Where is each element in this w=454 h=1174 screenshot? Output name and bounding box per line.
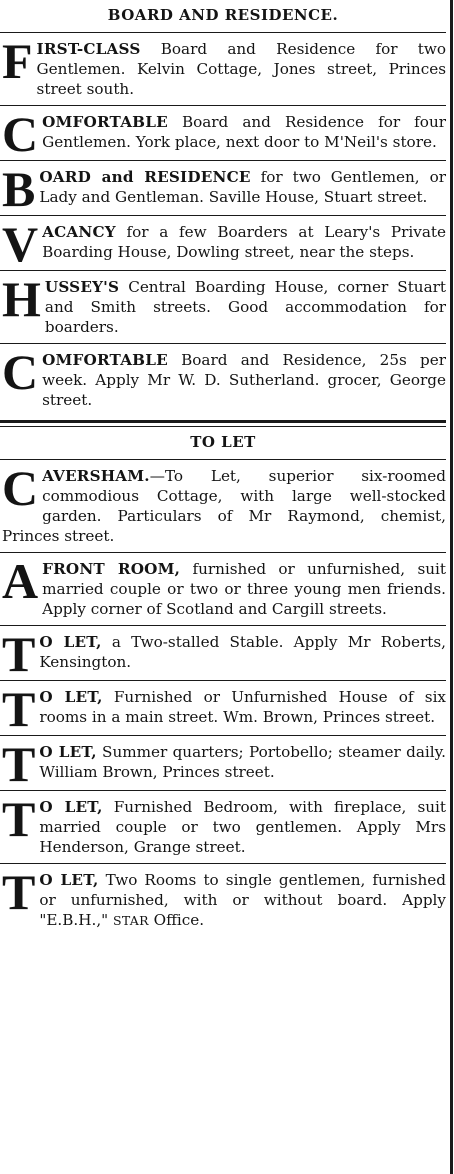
drop-cap: C bbox=[2, 106, 39, 161]
ad-lead: FRONT ROOM, bbox=[42, 560, 181, 578]
drop-cap: T bbox=[2, 681, 36, 736]
ad-body: Board and Residence for four Gentlemen. York place, next door to M'Neil's store. bbox=[42, 113, 446, 151]
ad-item bbox=[0, 553, 446, 626]
ad-item bbox=[0, 161, 446, 216]
section-heading-board: BOARD AND RESIDENCE. bbox=[107, 6, 339, 24]
ad-body: Board and Residence, 25s per week. Apply Mr W. D. Sutherland. grocer, George street. bbox=[42, 351, 446, 409]
ad-body: —To Let, superior six-roomed commodious Cottage, with large well-stocked garden. Particulars of Mr Raymond, chemist, Princes street. bbox=[2, 467, 446, 545]
ad-body: Summer quarters; Portobello; steamer daily. William Brown, Princes street. bbox=[39, 743, 446, 781]
ad-item bbox=[0, 736, 446, 791]
ad-lead: O LET, bbox=[39, 798, 103, 816]
drop-cap: T bbox=[2, 864, 36, 920]
drop-cap: H bbox=[2, 271, 41, 327]
ad-body: a Two-stalled Stable. Apply Mr Roberts, Kensington. bbox=[39, 633, 446, 671]
ad-lead: O LET, bbox=[39, 743, 97, 761]
ad-lead: O LET, bbox=[39, 633, 102, 651]
ad-body: Furnished Bedroom, with fireplace, suit married couple or two gentlemen. Apply Mrs Henderson, Grange street. bbox=[39, 798, 446, 856]
ad-item bbox=[0, 216, 446, 271]
ad-lead: OMFORTABLE bbox=[42, 113, 168, 131]
drop-cap: A bbox=[2, 553, 39, 609]
ad-body: for a few Boarders at Leary's Private Boarding House, Dowling street, near the steps. bbox=[42, 223, 446, 261]
ad-item bbox=[0, 681, 446, 736]
ad-body: furnished or unfurnished, suit married couple or two or three young men friends. Apply corner of Scotland and Cargill streets. bbox=[42, 560, 446, 618]
ad-lead: USSEY'S bbox=[44, 278, 120, 296]
drop-cap: T bbox=[2, 736, 36, 791]
ad-item bbox=[0, 460, 446, 553]
ad-lead: O LET, bbox=[39, 688, 103, 706]
ad-body: for two Gentlemen, or Lady and Gentleman. Saville House, Stuart street. bbox=[39, 168, 446, 206]
ad-item bbox=[0, 344, 446, 416]
ad-body: Furnished or Unfurnished House of six rooms in a main street. Wm. Brown, Princes street. bbox=[39, 688, 446, 726]
ad-lead: O LET, bbox=[39, 871, 99, 889]
drop-cap: B bbox=[2, 161, 36, 216]
drop-cap: T bbox=[2, 791, 36, 847]
column-rule bbox=[450, 0, 453, 1174]
ad-lead: ACANCY bbox=[42, 223, 116, 241]
ad-body: Central Boarding House, corner Stuart and Smith streets. Good accommodation for boarders. bbox=[44, 278, 446, 336]
ad-body-tail: Office. bbox=[148, 911, 205, 929]
ad-lead: OMFORTABLE bbox=[42, 351, 168, 369]
section-heading-to-let: TO LET bbox=[190, 433, 256, 451]
ad-lead: OARD and RESIDENCE bbox=[39, 168, 251, 186]
ad-item bbox=[0, 33, 446, 106]
ad-item bbox=[0, 791, 446, 864]
ad-item bbox=[0, 864, 446, 937]
ad-body: Two Rooms to single gentlemen, furnished or unfurnished, with or without board. Apply "E.B.H.," bbox=[39, 871, 446, 929]
ad-lead: AVERSHAM. bbox=[42, 467, 150, 485]
drop-cap: C bbox=[2, 460, 39, 516]
ad-item bbox=[0, 106, 446, 161]
ad-body: Board and Residence for two Gentlemen. Kelvin Cottage, Jones street, Princes street south. bbox=[36, 40, 446, 98]
ad-item bbox=[0, 271, 446, 344]
section-divider bbox=[0, 420, 446, 427]
ad-item bbox=[0, 626, 446, 681]
drop-cap: C bbox=[2, 344, 39, 400]
drop-cap: T bbox=[2, 626, 36, 681]
drop-cap: V bbox=[2, 216, 39, 271]
ad-lead: IRST-CLASS bbox=[36, 40, 141, 58]
drop-cap: F bbox=[2, 33, 33, 89]
ad-small-caps: STAR bbox=[112, 913, 149, 928]
